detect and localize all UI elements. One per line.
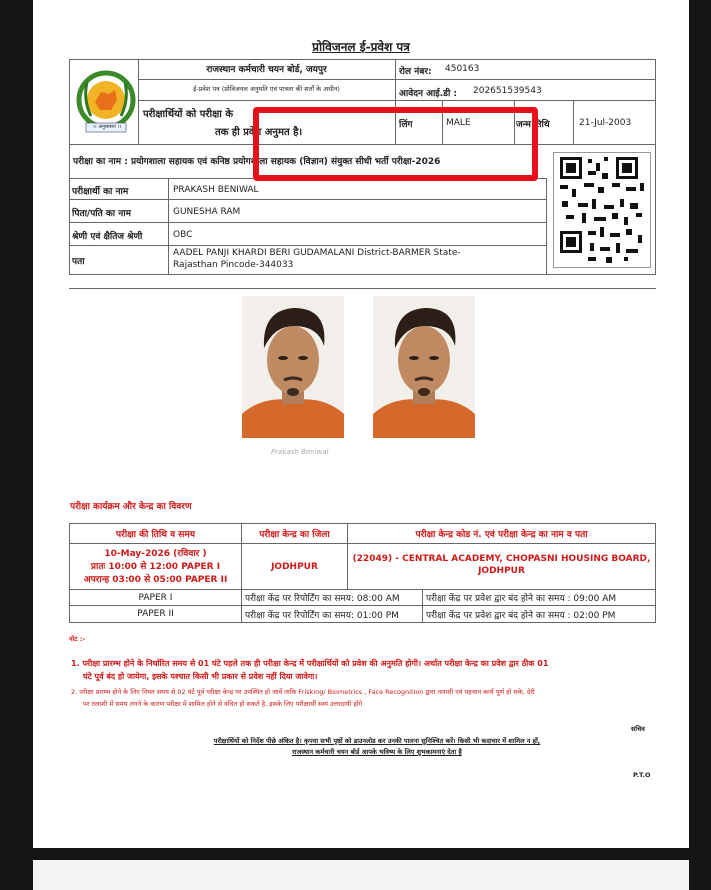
footer-instruction-line1: परीक्षार्थियों को निर्देश पीछे अंकित है। कृपया सभी पृष्ठों को डाउनलोड कर उनकी पालना सुनिश्चित करें। किसी भी कदाचार में शामिल न हों, [213,737,541,745]
rssb-logo [73,70,139,136]
next-page-edge [33,860,689,890]
column-center: परीक्षा केन्द्र कोड नं. एवं परीक्षा केन्द्र का नाम व पता [415,530,588,540]
roll-number-label: रोल नंबर: [399,67,432,77]
center-address-line2: JODHPUR [478,566,525,576]
qr-code-graphic [554,153,650,267]
paper-1-reporting: परीक्षा केंद्र पर रिपोर्टिंग का समय: 08:00 AM [245,594,400,604]
qr-code [553,152,651,268]
note-2-line1: 2. परीक्षा प्रारम्भ होने के लिए नियत समय से 02 घंटे पूर्व परीक्षा केन्द्र पर उपस्थित हो जावें ताकि Frisking/ Biometrics , Face Recognition द्वारा तलाशी एवं पहचान कार्य पूर्ण हो सके, देरी [71,688,535,696]
paper-2-name: PAPER II [137,609,174,619]
note-1-line2: घंटे पूर्व बंद हो जायेगा, इसके पश्चात किसी भी प्रकार से प्रवेश नहीं दिया जावेगा। [83,672,318,681]
secretary-label: सचिव [631,725,645,733]
paper-1-gate-close: परीक्षा केंद्र पर प्रवेश द्वार बंद होने का समय : 09:00 AM [426,594,617,604]
father-name: GUNESHA RAM [173,207,241,217]
application-id-value: 202651539543 [473,86,542,96]
application-id-label: आवेदन आई.डी : [399,89,458,99]
father-name-label: पिता/पति का नाम [72,209,131,219]
candidate-name-label: परीक्षार्थी का नाम [72,187,129,197]
logo-caption: ।। अनुशासन ।। [92,124,122,130]
candidate-signature: Prakash Beniwal [271,448,329,456]
note-2-line2: पर तलाशी में समय लगने के कारण परीक्षा में शामिल होने से वंचित हो सकते है, इसके लिए परीक्षार्थी स्वयं उत्तरदायी होंगे [83,700,363,708]
candidate-photo-2 [373,296,475,438]
paper-2-reporting: परीक्षा केंद्र पर रिपोर्टिंग का समय: 01:00 PM [245,610,399,621]
gender-value: MALE [446,118,471,128]
roll-number-value: 450163 [445,64,480,74]
pto-label: P.T.O [633,771,651,779]
candidate-photo-1 [242,296,344,438]
category-label: श्रेणी एवं क्षैतिज श्रेणी [72,232,143,242]
note-1-line1: 1. परीक्षा प्रारम्भ होने के निर्धारित समय से 01 घंटे पहले तक ही परीक्षा केन्द्र में परीक्षार्थियों को प्रवेश की अनुमति होगी। अर्थात परीक्षा केन्द्र का प्रवेश द्वार ठीक 01 [71,659,549,668]
address-line2: Rajasthan Pincode-344033 [173,260,294,270]
address-line1: AADEL PANJI KHARDI BERI GUDAMALANI District-BARMER State- [173,248,461,258]
paper-1-name: PAPER I [138,592,173,603]
category-value: OBC [173,230,193,240]
center-address-line1: (22049) - CENTRAL ACADEMY, CHOPASNI HOUSING BOARD, [352,554,651,564]
document-title: प्रोविजनल ई-प्रवेश पत्र [312,40,410,54]
morning-session: प्रातः 10:00 से 12:00 PAPER I [90,562,221,572]
gender-label: लिंग [399,120,413,130]
address-label: पता [72,257,85,267]
paper-2-gate-close: परीक्षा केंद्र पर प्रवेश द्वार बंद होने का समय : 02:00 PM [426,610,616,621]
exam-date: 10-May-2026 (रविवार ) [104,549,207,559]
exam-district: JODHPUR [271,561,318,572]
column-date-time: परीक्षा की तिथि व समय [116,530,195,540]
footer-instruction-line2: राजस्थान कर्मचारी चयन बोर्ड आपके भविष्य के लिए शुभकामनाएं देता है [292,748,462,756]
dob-value: 21-Jul-2003 [579,118,632,128]
entry-notice-line1: परीक्षार्थियों को परीक्षा के [143,109,234,120]
candidate-name: PRAKASH BENIWAL [173,185,259,195]
note-label: नोट :- [69,635,86,643]
entry-notice-line2: तक ही प्रवेश अनुमत है। [215,127,303,138]
column-district: परीक्षा केन्द्र का जिला [259,530,330,540]
red-highlight-box [253,107,538,181]
board-name: राजस्थान कर्मचारी चयन बोर्ड, जयपुर [206,65,327,75]
afternoon-session: अपरान्ह 03:00 से 05:00 PAPER II [83,575,228,585]
admit-subheading: ई-प्रवेश पत्र (प्रोविजनल अनुमति एवं पात्रता की शर्तों के अधीन) [193,85,340,93]
exam-name: परीक्षा का नाम : प्रयोगशाला सहायक एवं कनिष्ठ प्रयोगशाला सहायक (विज्ञान) संयुक्त सीधी भर्ती परीक्षा-2026 [73,157,441,167]
admit-card-page [33,0,689,848]
dob-label: जन्म तिथि [516,120,550,130]
schedule-section-title: परीक्षा कार्यक्रम और केन्द्र का विवरण [70,502,192,512]
